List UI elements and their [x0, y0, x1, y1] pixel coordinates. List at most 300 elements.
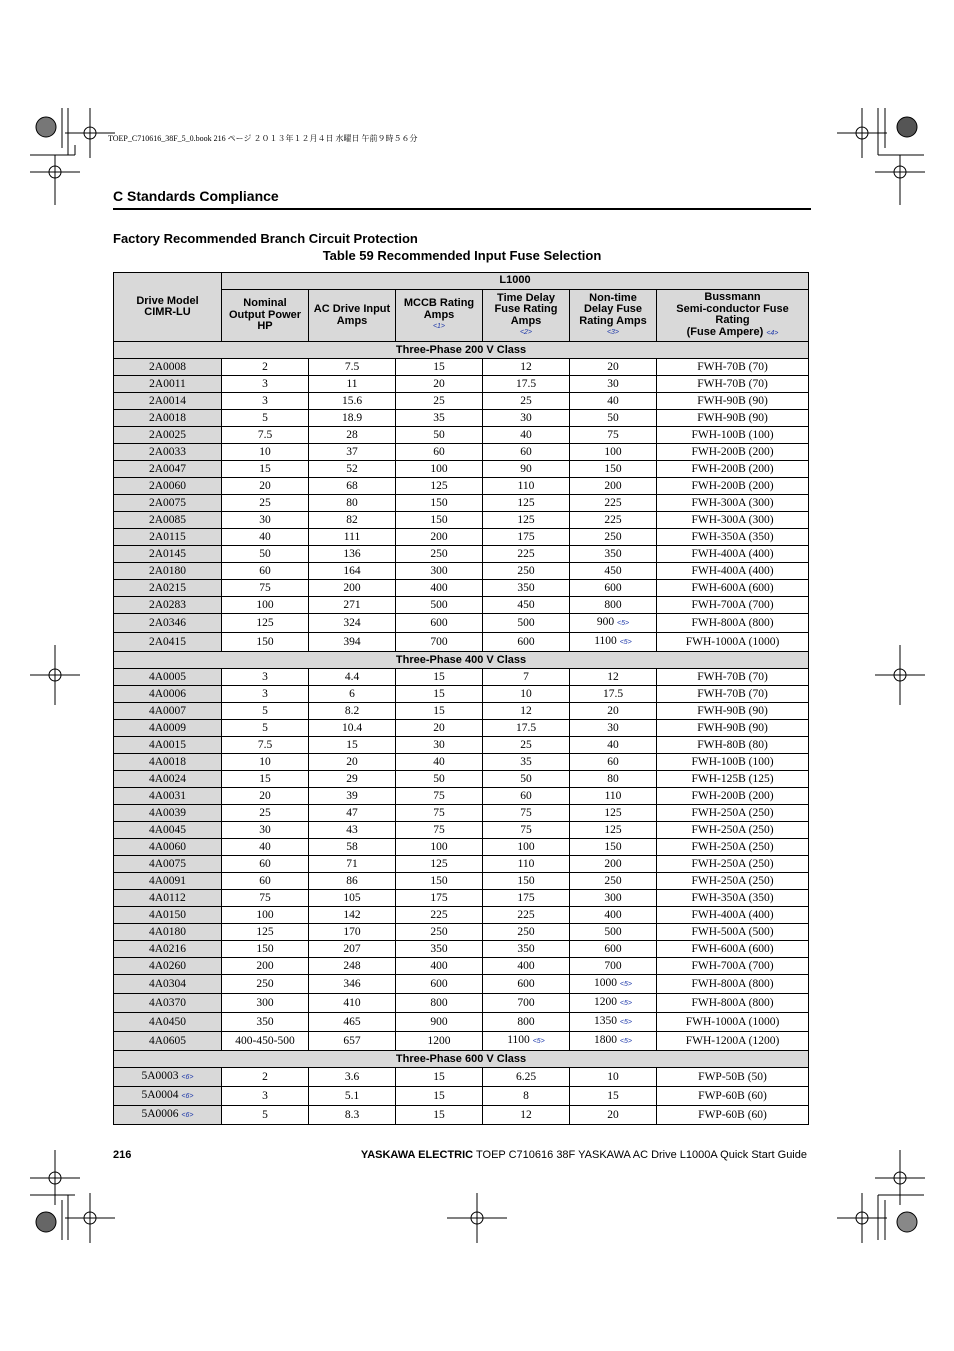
- cell-time-delay-fuse: 110: [483, 478, 570, 495]
- cell-output-power: 125: [222, 614, 309, 633]
- cell-mccb-rating: 15: [396, 1087, 483, 1106]
- cell-input-amps: 71: [309, 856, 396, 873]
- cell-drive-model: 2A0085: [114, 512, 222, 529]
- cell-time-delay-fuse: 8: [483, 1087, 570, 1106]
- cell-time-delay-fuse: 17.5: [483, 720, 570, 737]
- cell-drive-model: 4A0304: [114, 975, 222, 994]
- cell-mccb-rating: 15: [396, 703, 483, 720]
- cell-bussmann-fuse: FWH-600A (600): [657, 580, 809, 597]
- cell-drive-model: 5A0003 <6>: [114, 1068, 222, 1087]
- cell-drive-model: 2A0011: [114, 376, 222, 393]
- table-row: [114, 427, 809, 444]
- cell-drive-model: 4A0039: [114, 805, 222, 822]
- cell-output-power: 30: [222, 822, 309, 839]
- cell-non-time-delay-fuse: 450: [570, 563, 657, 580]
- cell-mccb-rating: 400: [396, 958, 483, 975]
- cell-bussmann-fuse: FWH-700A (700): [657, 597, 809, 614]
- cell-time-delay-fuse: 12: [483, 359, 570, 376]
- cell-time-delay-fuse: 450: [483, 597, 570, 614]
- cell-time-delay-fuse: 150: [483, 873, 570, 890]
- table-row: [114, 546, 809, 563]
- cell-output-power: 7.5: [222, 737, 309, 754]
- cell-output-power: 40: [222, 839, 309, 856]
- cell-bussmann-fuse: FWH-1000A (1000): [657, 1013, 809, 1032]
- cell-input-amps: 346: [309, 975, 396, 994]
- sub-heading: Factory Recommended Branch Circuit Protection: [113, 231, 418, 246]
- cell-time-delay-fuse: 35: [483, 754, 570, 771]
- table-row: [114, 1068, 809, 1087]
- cell-bussmann-fuse: FWH-400A (400): [657, 563, 809, 580]
- cell-output-power: 5: [222, 1106, 309, 1125]
- cell-output-power: 2: [222, 1068, 309, 1087]
- page-number: 216: [113, 1149, 132, 1161]
- cell-drive-model: 4A0075: [114, 856, 222, 873]
- cell-mccb-rating: 15: [396, 359, 483, 376]
- table-row: [114, 1087, 809, 1106]
- cell-mccb-rating: 150: [396, 512, 483, 529]
- cell-mccb-rating: 20: [396, 720, 483, 737]
- section-title: C Standards Compliance: [113, 188, 279, 204]
- cell-non-time-delay-fuse: 700: [570, 958, 657, 975]
- cell-input-amps: 37: [309, 444, 396, 461]
- col-header-input-amps: AC Drive Input Amps: [309, 290, 396, 342]
- cell-bussmann-fuse: FWH-90B (90): [657, 410, 809, 427]
- col-header-mccb-rating: MCCB Rating Amps <1>: [396, 290, 483, 342]
- cell-mccb-rating: 250: [396, 546, 483, 563]
- cell-bussmann-fuse: FWH-90B (90): [657, 703, 809, 720]
- cell-input-amps: 29: [309, 771, 396, 788]
- cell-input-amps: 164: [309, 563, 396, 580]
- cell-mccb-rating: 75: [396, 788, 483, 805]
- cell-bussmann-fuse: FWH-600A (600): [657, 941, 809, 958]
- cell-bussmann-fuse: FWP-50B (50): [657, 1068, 809, 1087]
- cell-input-amps: 248: [309, 958, 396, 975]
- cell-output-power: 75: [222, 890, 309, 907]
- footer-brand: YASKAWA ELECTRIC: [360, 1149, 474, 1161]
- cell-input-amps: 11: [309, 376, 396, 393]
- cell-drive-model: 4A0370: [114, 994, 222, 1013]
- cell-time-delay-fuse: 12: [483, 1106, 570, 1125]
- table-row: [114, 907, 809, 924]
- table-row: [114, 1013, 809, 1032]
- table-row: [114, 958, 809, 975]
- cell-time-delay-fuse: 60: [483, 788, 570, 805]
- table-row: [114, 737, 809, 754]
- cell-bussmann-fuse: FWH-250A (250): [657, 822, 809, 839]
- col-header-drive-model: Drive Model CIMR-LU: [114, 273, 222, 342]
- cell-bussmann-fuse: FWH-300A (300): [657, 512, 809, 529]
- voltage-class-title: Three-Phase 600 V Class: [114, 1051, 809, 1068]
- cell-mccb-rating: 350: [396, 941, 483, 958]
- voltage-class-title: Three-Phase 400 V Class: [114, 652, 809, 669]
- cell-non-time-delay-fuse: 1200 <5>: [570, 994, 657, 1013]
- cell-time-delay-fuse: 40: [483, 427, 570, 444]
- footnote-ref[interactable]: <2>: [519, 329, 533, 336]
- footnote-ref[interactable]: <6>: [181, 1093, 194, 1100]
- table-row: [114, 563, 809, 580]
- book-file-header: TOEP_C710616_38F_5_0.book 216 ページ ２０１３年１２月４日 水曜日 午前９時５６分: [108, 134, 418, 143]
- cell-input-amps: 111: [309, 529, 396, 546]
- cell-output-power: 3: [222, 686, 309, 703]
- cell-drive-model: 4A0091: [114, 873, 222, 890]
- voltage-class-row: [114, 652, 809, 669]
- cell-drive-model: 4A0031: [114, 788, 222, 805]
- cell-time-delay-fuse: 100: [483, 839, 570, 856]
- cell-input-amps: 52: [309, 461, 396, 478]
- cell-input-amps: 15: [309, 737, 396, 754]
- cell-non-time-delay-fuse: 20: [570, 359, 657, 376]
- cell-input-amps: 394: [309, 633, 396, 652]
- cell-bussmann-fuse: FWH-300A (300): [657, 495, 809, 512]
- col-header-output-power: Nominal Output Power HP: [222, 290, 309, 342]
- footnote-ref[interactable]: <5>: [619, 1019, 632, 1026]
- cell-time-delay-fuse: 60: [483, 444, 570, 461]
- cell-bussmann-fuse: FWH-70B (70): [657, 686, 809, 703]
- cell-output-power: 10: [222, 444, 309, 461]
- cell-bussmann-fuse: FWH-70B (70): [657, 376, 809, 393]
- cell-bussmann-fuse: FWH-800A (800): [657, 614, 809, 633]
- cell-non-time-delay-fuse: 20: [570, 703, 657, 720]
- cell-bussmann-fuse: FWH-125B (125): [657, 771, 809, 788]
- cell-time-delay-fuse: 225: [483, 546, 570, 563]
- cell-output-power: 250: [222, 975, 309, 994]
- cell-input-amps: 271: [309, 597, 396, 614]
- cell-input-amps: 207: [309, 941, 396, 958]
- cell-time-delay-fuse: 250: [483, 924, 570, 941]
- cell-non-time-delay-fuse: 225: [570, 495, 657, 512]
- cell-bussmann-fuse: FWH-350A (350): [657, 890, 809, 907]
- table-row: [114, 529, 809, 546]
- cell-time-delay-fuse: 110: [483, 856, 570, 873]
- footnote-ref[interactable]: <1>: [432, 323, 446, 331]
- cell-input-amps: 142: [309, 907, 396, 924]
- cell-mccb-rating: 900: [396, 1013, 483, 1032]
- cell-mccb-rating: 500: [396, 597, 483, 614]
- section-divider: [113, 208, 811, 210]
- cell-bussmann-fuse: FWH-100B (100): [657, 754, 809, 771]
- cell-output-power: 100: [222, 597, 309, 614]
- cell-drive-model: 2A0014: [114, 393, 222, 410]
- cell-drive-model: 2A0180: [114, 563, 222, 580]
- cell-time-delay-fuse: 800: [483, 1013, 570, 1032]
- cell-output-power: 150: [222, 941, 309, 958]
- voltage-class-row: [114, 1051, 809, 1068]
- cell-bussmann-fuse: FWH-250A (250): [657, 805, 809, 822]
- table-row: [114, 633, 809, 652]
- table-row: [114, 975, 809, 994]
- cell-time-delay-fuse: 700: [483, 994, 570, 1013]
- cell-output-power: 50: [222, 546, 309, 563]
- voltage-class-row: [114, 342, 809, 359]
- cell-time-delay-fuse: 25: [483, 737, 570, 754]
- table-row: [114, 720, 809, 737]
- cell-time-delay-fuse: 10: [483, 686, 570, 703]
- cell-bussmann-fuse: FWP-60B (60): [657, 1106, 809, 1125]
- cell-drive-model: 2A0060: [114, 478, 222, 495]
- cell-mccb-rating: 225: [396, 907, 483, 924]
- cell-output-power: 3: [222, 1087, 309, 1106]
- col-header-time-delay-fuse: Time Delay Fuse Rating Amps <2>: [483, 290, 570, 342]
- cell-mccb-rating: 600: [396, 975, 483, 994]
- footnote-ref[interactable]: <6>: [181, 1074, 194, 1081]
- cell-output-power: 10: [222, 754, 309, 771]
- cell-input-amps: 170: [309, 924, 396, 941]
- cell-input-amps: 58: [309, 839, 396, 856]
- table-row: [114, 805, 809, 822]
- table-row: [114, 461, 809, 478]
- cell-bussmann-fuse: FWH-400A (400): [657, 546, 809, 563]
- cell-drive-model: 2A0008: [114, 359, 222, 376]
- cell-mccb-rating: 400: [396, 580, 483, 597]
- table-row: [114, 478, 809, 495]
- cell-mccb-rating: 50: [396, 771, 483, 788]
- cell-output-power: 25: [222, 805, 309, 822]
- cell-non-time-delay-fuse: 10: [570, 1068, 657, 1087]
- cell-non-time-delay-fuse: 200: [570, 478, 657, 495]
- voltage-class-title: Three-Phase 200 V Class: [114, 342, 809, 359]
- cell-output-power: 350: [222, 1013, 309, 1032]
- footnote-ref[interactable]: <5>: [619, 639, 632, 646]
- footnote-ref[interactable]: <3>: [606, 329, 620, 336]
- cell-time-delay-fuse: 225: [483, 907, 570, 924]
- cell-input-amps: 28: [309, 427, 396, 444]
- cell-bussmann-fuse: FWH-1000A (1000): [657, 633, 809, 652]
- cell-output-power: 30: [222, 512, 309, 529]
- cell-non-time-delay-fuse: 300: [570, 890, 657, 907]
- cell-mccb-rating: 200: [396, 529, 483, 546]
- cell-mccb-rating: 1200: [396, 1032, 483, 1051]
- cell-mccb-rating: 150: [396, 873, 483, 890]
- cell-non-time-delay-fuse: 250: [570, 873, 657, 890]
- cell-drive-model: 4A0450: [114, 1013, 222, 1032]
- cell-time-delay-fuse: 125: [483, 512, 570, 529]
- table-row: [114, 597, 809, 614]
- cell-non-time-delay-fuse: 200: [570, 856, 657, 873]
- table-row: [114, 512, 809, 529]
- cell-time-delay-fuse: 1100 <5>: [483, 1032, 570, 1051]
- cell-non-time-delay-fuse: 1000 <5>: [570, 975, 657, 994]
- table-row: [114, 941, 809, 958]
- cell-mccb-rating: 100: [396, 461, 483, 478]
- cell-mccb-rating: 75: [396, 822, 483, 839]
- cell-input-amps: 10.4: [309, 720, 396, 737]
- table-row: [114, 839, 809, 856]
- cell-input-amps: 3.6: [309, 1068, 396, 1087]
- cell-non-time-delay-fuse: 20: [570, 1106, 657, 1125]
- cell-bussmann-fuse: FWH-70B (70): [657, 359, 809, 376]
- cell-drive-model: 2A0025: [114, 427, 222, 444]
- cell-input-amps: 465: [309, 1013, 396, 1032]
- cell-time-delay-fuse: 12: [483, 703, 570, 720]
- cell-non-time-delay-fuse: 75: [570, 427, 657, 444]
- cell-mccb-rating: 15: [396, 1068, 483, 1087]
- group-header-l1000: L1000: [222, 273, 809, 290]
- table-caption: Table 59 Recommended Input Fuse Selection: [322, 248, 602, 263]
- cell-time-delay-fuse: 400: [483, 958, 570, 975]
- cell-time-delay-fuse: 75: [483, 822, 570, 839]
- cell-non-time-delay-fuse: 30: [570, 376, 657, 393]
- footnote-ref[interactable]: <5>: [532, 1038, 545, 1045]
- cell-non-time-delay-fuse: 12: [570, 669, 657, 686]
- cell-non-time-delay-fuse: 50: [570, 410, 657, 427]
- cell-time-delay-fuse: 600: [483, 633, 570, 652]
- cell-bussmann-fuse: FWH-200B (200): [657, 478, 809, 495]
- cell-bussmann-fuse: FWH-350A (350): [657, 529, 809, 546]
- cell-output-power: 5: [222, 703, 309, 720]
- cell-input-amps: 20: [309, 754, 396, 771]
- cell-mccb-rating: 15: [396, 669, 483, 686]
- cell-mccb-rating: 75: [396, 805, 483, 822]
- cell-output-power: 2: [222, 359, 309, 376]
- cell-non-time-delay-fuse: 110: [570, 788, 657, 805]
- cell-non-time-delay-fuse: 400: [570, 907, 657, 924]
- cell-bussmann-fuse: FWH-200B (200): [657, 461, 809, 478]
- cell-mccb-rating: 800: [396, 994, 483, 1013]
- cell-bussmann-fuse: FWH-100B (100): [657, 427, 809, 444]
- cell-drive-model: 5A0004 <6>: [114, 1087, 222, 1106]
- cell-bussmann-fuse: FWH-90B (90): [657, 393, 809, 410]
- cell-time-delay-fuse: 50: [483, 771, 570, 788]
- cell-output-power: 75: [222, 580, 309, 597]
- cell-drive-model: 4A0060: [114, 839, 222, 856]
- col-header-non-time-delay-fuse: Non-time Delay Fuse Rating Amps <3>: [570, 290, 657, 342]
- cell-mccb-rating: 60: [396, 444, 483, 461]
- cell-output-power: 3: [222, 669, 309, 686]
- cell-drive-model: 2A0215: [114, 580, 222, 597]
- table-row: [114, 686, 809, 703]
- cell-drive-model: 2A0047: [114, 461, 222, 478]
- cell-input-amps: 86: [309, 873, 396, 890]
- footnote-ref[interactable]: <4>: [766, 329, 779, 337]
- cell-bussmann-fuse: FWH-700A (700): [657, 958, 809, 975]
- cell-bussmann-fuse: FWH-1200A (1200): [657, 1032, 809, 1051]
- cell-mccb-rating: 50: [396, 427, 483, 444]
- cell-output-power: 15: [222, 771, 309, 788]
- cell-time-delay-fuse: 125: [483, 495, 570, 512]
- cell-output-power: 300: [222, 994, 309, 1013]
- cell-drive-model: 2A0115: [114, 529, 222, 546]
- cell-non-time-delay-fuse: 125: [570, 822, 657, 839]
- cell-time-delay-fuse: 600: [483, 975, 570, 994]
- cell-non-time-delay-fuse: 125: [570, 805, 657, 822]
- table-row: [114, 856, 809, 873]
- table-row: [114, 410, 809, 427]
- cell-non-time-delay-fuse: 600: [570, 941, 657, 958]
- table-row: [114, 754, 809, 771]
- cell-output-power: 5: [222, 410, 309, 427]
- cell-drive-model: 2A0283: [114, 597, 222, 614]
- table-row: [114, 771, 809, 788]
- cell-output-power: 60: [222, 856, 309, 873]
- cell-non-time-delay-fuse: 900 <5>: [570, 614, 657, 633]
- cell-non-time-delay-fuse: 15: [570, 1087, 657, 1106]
- cell-time-delay-fuse: 175: [483, 529, 570, 546]
- cell-input-amps: 5.1: [309, 1087, 396, 1106]
- table-row: [114, 376, 809, 393]
- cell-mccb-rating: 20: [396, 376, 483, 393]
- cell-mccb-rating: 100: [396, 839, 483, 856]
- cell-input-amps: 4.4: [309, 669, 396, 686]
- table-row: [114, 495, 809, 512]
- cell-output-power: 60: [222, 873, 309, 890]
- cell-bussmann-fuse: FWH-500A (500): [657, 924, 809, 941]
- cell-input-amps: 8.2: [309, 703, 396, 720]
- cell-drive-model: 2A0346: [114, 614, 222, 633]
- cell-drive-model: 4A0260: [114, 958, 222, 975]
- cell-time-delay-fuse: 6.25: [483, 1068, 570, 1087]
- cell-input-amps: 7.5: [309, 359, 396, 376]
- cell-bussmann-fuse: FWH-250A (250): [657, 839, 809, 856]
- cell-non-time-delay-fuse: 30: [570, 720, 657, 737]
- cell-mccb-rating: 125: [396, 478, 483, 495]
- cell-input-amps: 6: [309, 686, 396, 703]
- cell-non-time-delay-fuse: 60: [570, 754, 657, 771]
- cell-input-amps: 324: [309, 614, 396, 633]
- footnote-ref[interactable]: <5>: [617, 620, 630, 627]
- cell-time-delay-fuse: 90: [483, 461, 570, 478]
- table-row: [114, 924, 809, 941]
- cell-input-amps: 43: [309, 822, 396, 839]
- cell-bussmann-fuse: FWP-60B (60): [657, 1087, 809, 1106]
- cell-mccb-rating: 40: [396, 754, 483, 771]
- cell-output-power: 60: [222, 563, 309, 580]
- footer-doc-title: [330, 1149, 807, 1161]
- cell-drive-model: 4A0007: [114, 703, 222, 720]
- cell-non-time-delay-fuse: 40: [570, 393, 657, 410]
- cell-input-amps: 82: [309, 512, 396, 529]
- cell-input-amps: 410: [309, 994, 396, 1013]
- footnote-ref[interactable]: <6>: [181, 1112, 194, 1119]
- cell-mccb-rating: 25: [396, 393, 483, 410]
- cell-bussmann-fuse: FWH-80B (80): [657, 737, 809, 754]
- table-row: [114, 822, 809, 839]
- cell-non-time-delay-fuse: 17.5: [570, 686, 657, 703]
- cell-output-power: 125: [222, 924, 309, 941]
- cell-drive-model: 4A0180: [114, 924, 222, 941]
- cell-bussmann-fuse: FWH-800A (800): [657, 994, 809, 1013]
- footnote-ref[interactable]: <5>: [619, 1000, 632, 1007]
- cell-mccb-rating: 175: [396, 890, 483, 907]
- cell-input-amps: 136: [309, 546, 396, 563]
- cell-non-time-delay-fuse: 1100 <5>: [570, 633, 657, 652]
- table-row: [114, 873, 809, 890]
- cell-output-power: 7.5: [222, 427, 309, 444]
- cell-mccb-rating: 600: [396, 614, 483, 633]
- cell-non-time-delay-fuse: 800: [570, 597, 657, 614]
- table-row: [114, 994, 809, 1013]
- cell-non-time-delay-fuse: 150: [570, 839, 657, 856]
- footnote-ref[interactable]: <5>: [619, 1038, 632, 1045]
- cell-input-amps: 47: [309, 805, 396, 822]
- footnote-ref[interactable]: <5>: [619, 981, 632, 988]
- cell-input-amps: 18.9: [309, 410, 396, 427]
- cell-drive-model: 4A0018: [114, 754, 222, 771]
- cell-output-power: 15: [222, 461, 309, 478]
- cell-non-time-delay-fuse: 600: [570, 580, 657, 597]
- cell-bussmann-fuse: FWH-400A (400): [657, 907, 809, 924]
- cell-time-delay-fuse: 75: [483, 805, 570, 822]
- cell-drive-model: 4A0024: [114, 771, 222, 788]
- cell-input-amps: 657: [309, 1032, 396, 1051]
- cell-mccb-rating: 15: [396, 686, 483, 703]
- cell-bussmann-fuse: FWH-200B (200): [657, 788, 809, 805]
- cell-output-power: 20: [222, 788, 309, 805]
- table-row: [114, 669, 809, 686]
- cell-drive-model: 4A0150: [114, 907, 222, 924]
- table-row: [114, 788, 809, 805]
- cell-bussmann-fuse: FWH-250A (250): [657, 873, 809, 890]
- cell-drive-model: 4A0005: [114, 669, 222, 686]
